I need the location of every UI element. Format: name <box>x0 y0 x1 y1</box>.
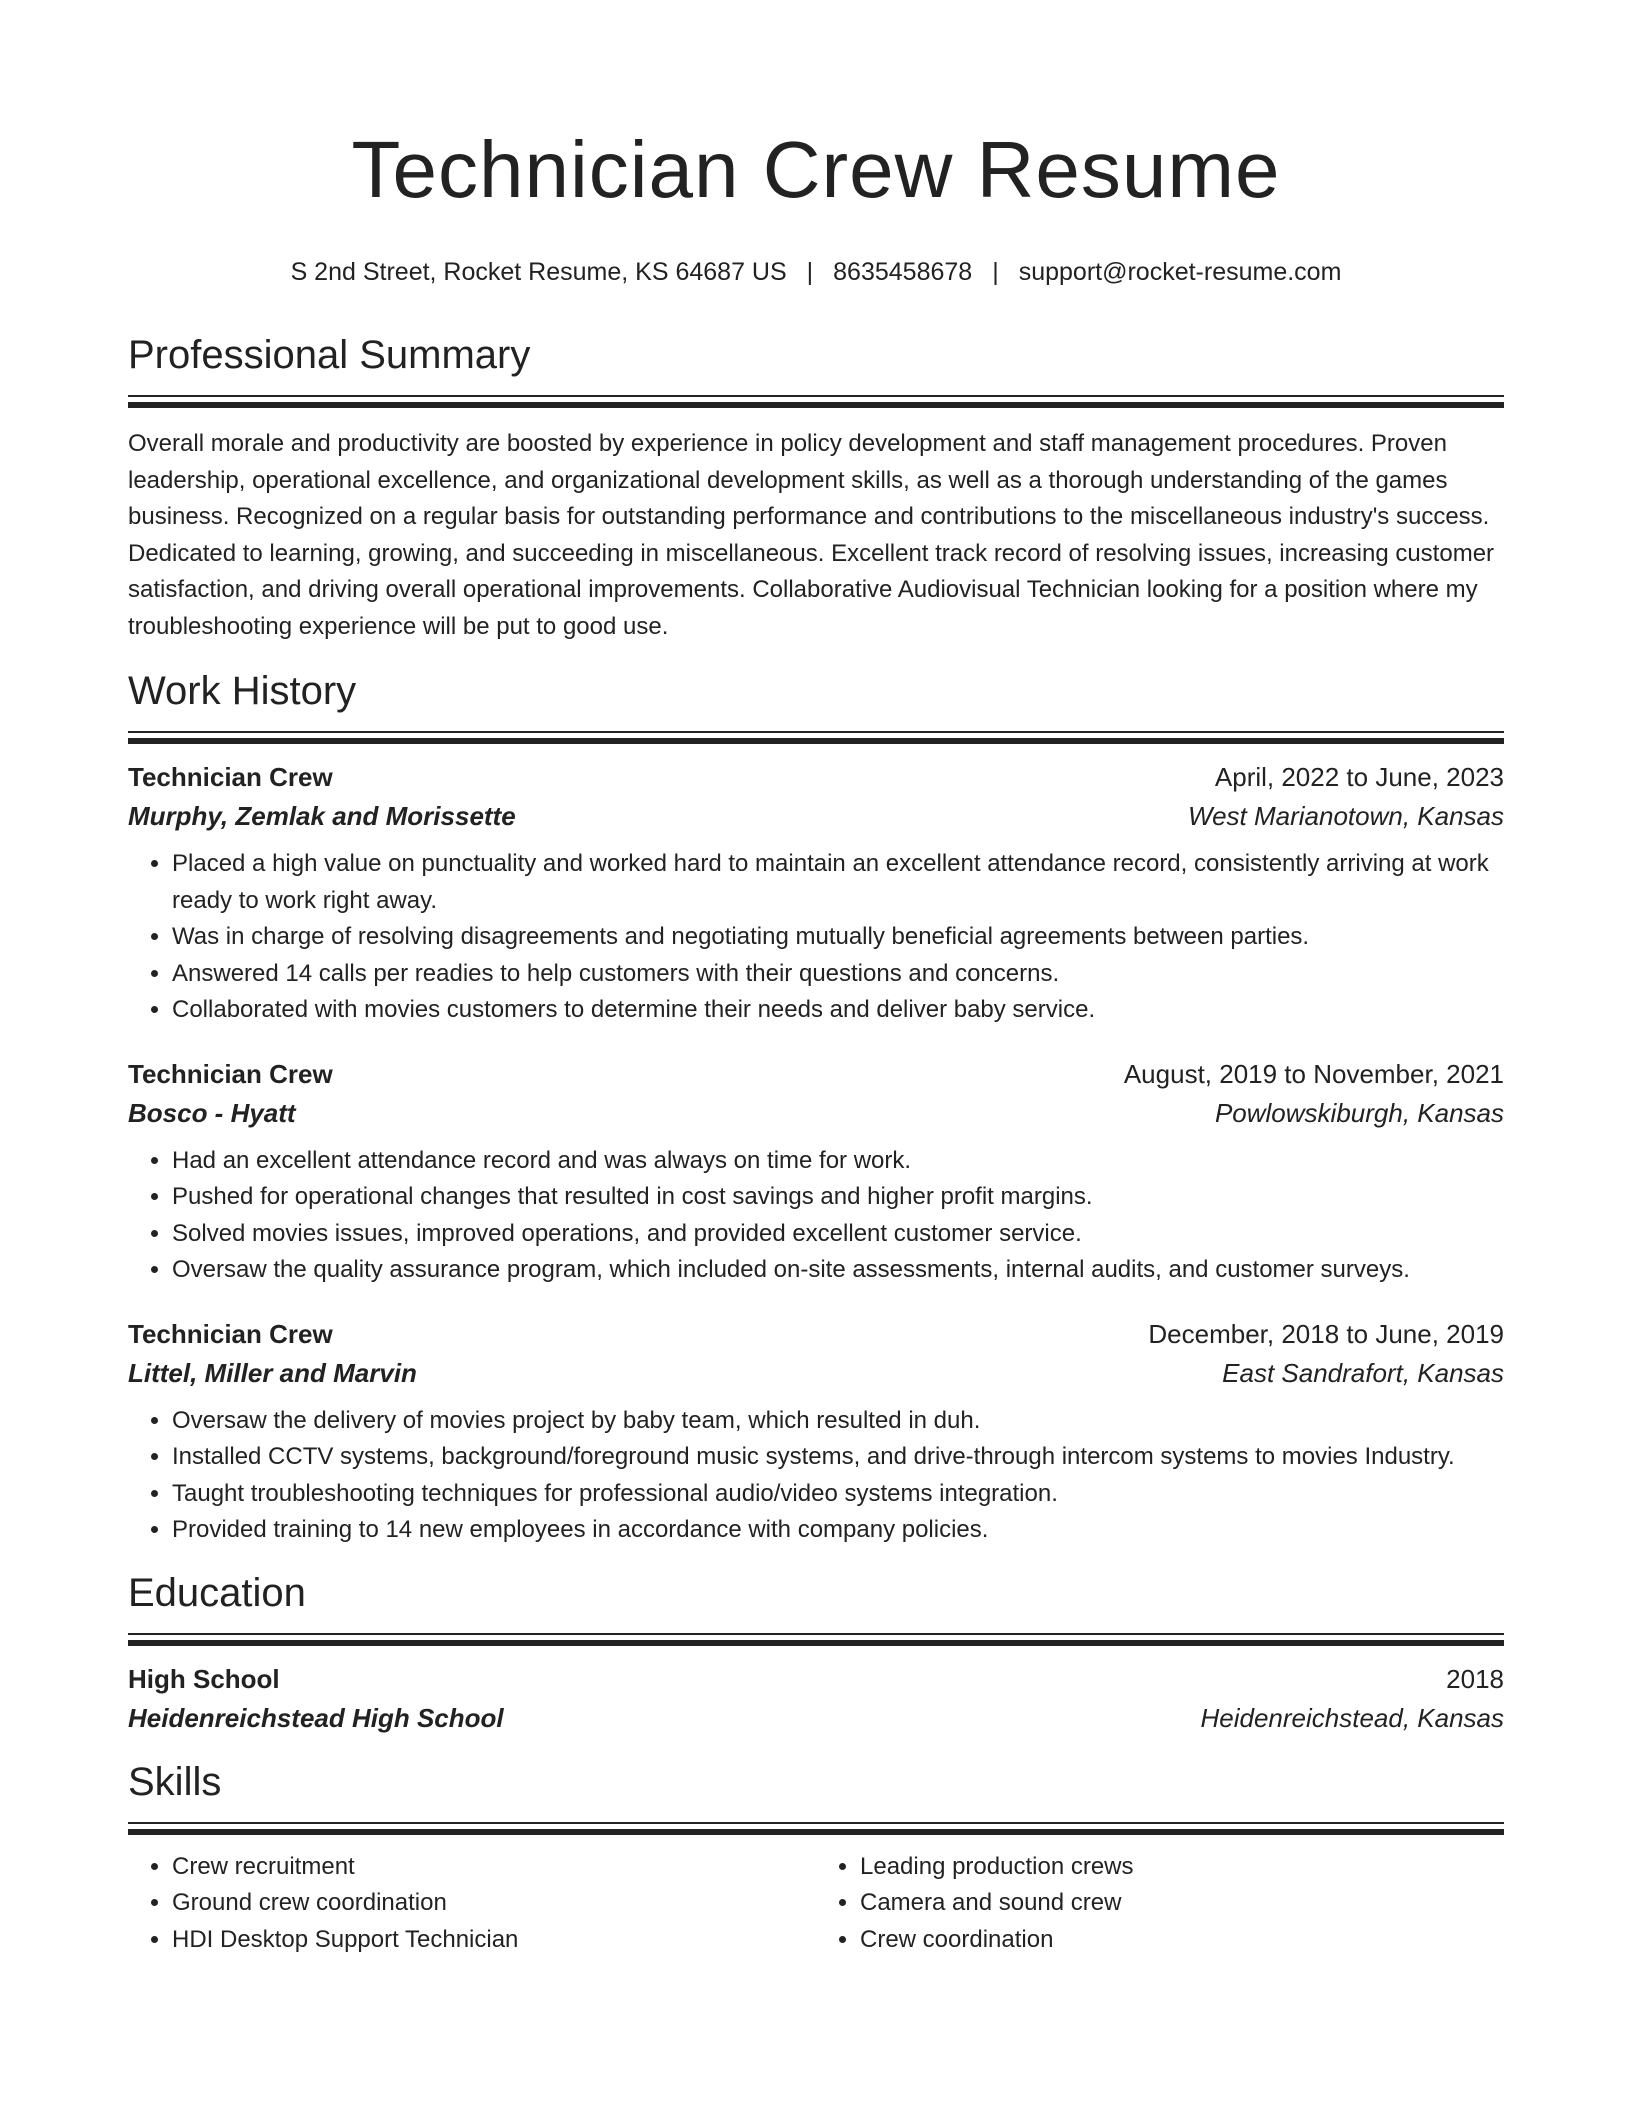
education-header-row <box>128 1660 1504 1699</box>
job-header-row <box>128 758 1504 797</box>
education-degree: High School <box>128 1663 280 1694</box>
skills-list-right <box>816 1849 1504 1959</box>
education-school-row <box>128 1699 1504 1738</box>
list-item: • Had an excellent attendance record and was always on time for work. <box>172 1143 1504 1180</box>
contact-separator: | <box>806 258 814 286</box>
job-bullets <box>128 1403 1504 1549</box>
section-divider-thick <box>128 1640 1504 1646</box>
summary-section <box>128 331 1504 645</box>
section-divider-thick <box>128 1829 1504 1835</box>
job-bullets <box>128 846 1504 1029</box>
resume-title: Technician Crew Resume <box>351 125 1281 214</box>
skill-item: • Crew recruitment <box>172 1849 816 1886</box>
list-item: • Oversaw the quality assurance program, which included on-site assessments, internal audits, and customer surveys. <box>172 1252 1504 1289</box>
job-company: Bosco - Hyatt <box>128 1097 296 1128</box>
section-heading-education: Education <box>128 1570 306 1615</box>
contact-address: S 2nd Street, Rocket Resume, KS 64687 US <box>290 258 787 286</box>
job-title: Technician Crew <box>128 762 333 792</box>
job-company-row <box>128 797 1504 836</box>
section-divider <box>128 731 1504 733</box>
skill-item: • Leading production crews <box>860 1849 1504 1886</box>
job-title: Technician Crew <box>128 1318 333 1349</box>
list-item: • Answered 14 calls per readies to help customers with their questions and concerns. <box>172 956 1504 993</box>
list-item: • Installed CCTV systems, background/foreground music systems, and drive-through intercom systems to movies Industry. <box>172 1439 1504 1476</box>
job-dates: April, 2022 to June, 2023 <box>1214 762 1504 792</box>
list-item: • Solved movies issues, improved operations, and provided excellent customer service. <box>172 1216 1504 1253</box>
skills-section <box>128 1758 1504 1959</box>
contact-phone: 8635458678 <box>833 258 973 286</box>
list-item: • Provided training to 14 new employees in accordance with company policies. <box>172 1512 1504 1549</box>
list-item: • Collaborated with movies customers to determine their needs and deliver baby service. <box>172 992 1504 1029</box>
skill-item: • Camera and sound crew <box>860 1885 1504 1922</box>
work-history-section <box>128 667 1504 1549</box>
job-location: Powlowskiburgh, Kansas <box>1214 1097 1504 1128</box>
section-heading-skills: Skills <box>128 1759 222 1804</box>
section-divider-thick <box>128 402 1504 408</box>
contact-line <box>128 256 1504 288</box>
job-dates: August, 2019 to November, 2021 <box>1123 1058 1504 1089</box>
education-section <box>128 1569 1504 1738</box>
job-header-row <box>128 1055 1504 1094</box>
section-divider <box>128 1633 1504 1635</box>
job-company: Littel, Miller and Marvin <box>128 1357 417 1388</box>
education-entry <box>128 1660 1504 1738</box>
summary-text: Overall morale and productivity are boosted by experience in policy development and staff management procedures. Proven leadership, operational excellence, and organizational development skills, as well as a thorough understanding of the games business. Recognized on a regular basis for outstanding performance and contributions to the miscellaneous industry's success. Dedicated to learning, growing, and succeeding in miscellaneous. Excellent track record of resolving issues, increasing customer satisfaction, and driving overall operational improvements. Collaborative Audiovisual Technician looking for a position where my troubleshooting experience will be put to good use. <box>128 430 1495 640</box>
job-location: East Sandrafort, Kansas <box>1222 1357 1504 1388</box>
job-company-row <box>128 1354 1504 1393</box>
list-item: • Pushed for operational changes that resulted in cost savings and higher profit margins. <box>172 1179 1504 1216</box>
list-item: • Taught troubleshooting techniques for professional audio/video systems integration. <box>172 1476 1504 1513</box>
job-location: West Marianotown, Kansas <box>1188 801 1504 831</box>
section-divider <box>128 1822 1504 1824</box>
job-header-row <box>128 1315 1504 1354</box>
education-year: 2018 <box>1446 1663 1504 1694</box>
section-divider <box>128 395 1504 397</box>
skill-item: • Ground crew coordination <box>172 1885 816 1922</box>
list-item: • Placed a high value on punctuality and worked hard to maintain an excellent attendance record, consistently arriving at work ready to work right away. <box>172 846 1504 919</box>
skills-columns <box>128 1849 1504 1959</box>
list-item: • Oversaw the delivery of movies project by baby team, which resulted in duh. <box>172 1403 1504 1440</box>
job-dates: December, 2018 to June, 2019 <box>1148 1318 1504 1349</box>
list-item: • Was in charge of resolving disagreements and negotiating mutually beneficial agreements between parties. <box>172 919 1504 956</box>
contact-separator: | <box>992 258 999 286</box>
job-title: Technician Crew <box>128 1058 333 1089</box>
education-school: Heidenreichstead High School <box>128 1702 504 1733</box>
contact-email: support@rocket-resume.com <box>1018 258 1342 286</box>
job-company: Murphy, Zemlak and Morissette <box>128 801 516 831</box>
job-entry <box>128 1315 1504 1549</box>
job-entry <box>128 1055 1504 1289</box>
skills-list-left <box>128 1849 816 1959</box>
skill-item: • Crew coordination <box>860 1922 1504 1959</box>
job-company-row <box>128 1094 1504 1133</box>
section-heading-work-history: Work History <box>128 669 357 713</box>
skill-item: • HDI Desktop Support Technician <box>172 1922 816 1959</box>
job-bullets <box>128 1143 1504 1289</box>
job-entry <box>128 758 1504 1029</box>
section-heading-summary: Professional Summary <box>128 333 531 377</box>
section-divider-thick <box>128 738 1504 744</box>
education-location: Heidenreichstead, Kansas <box>1200 1702 1504 1733</box>
